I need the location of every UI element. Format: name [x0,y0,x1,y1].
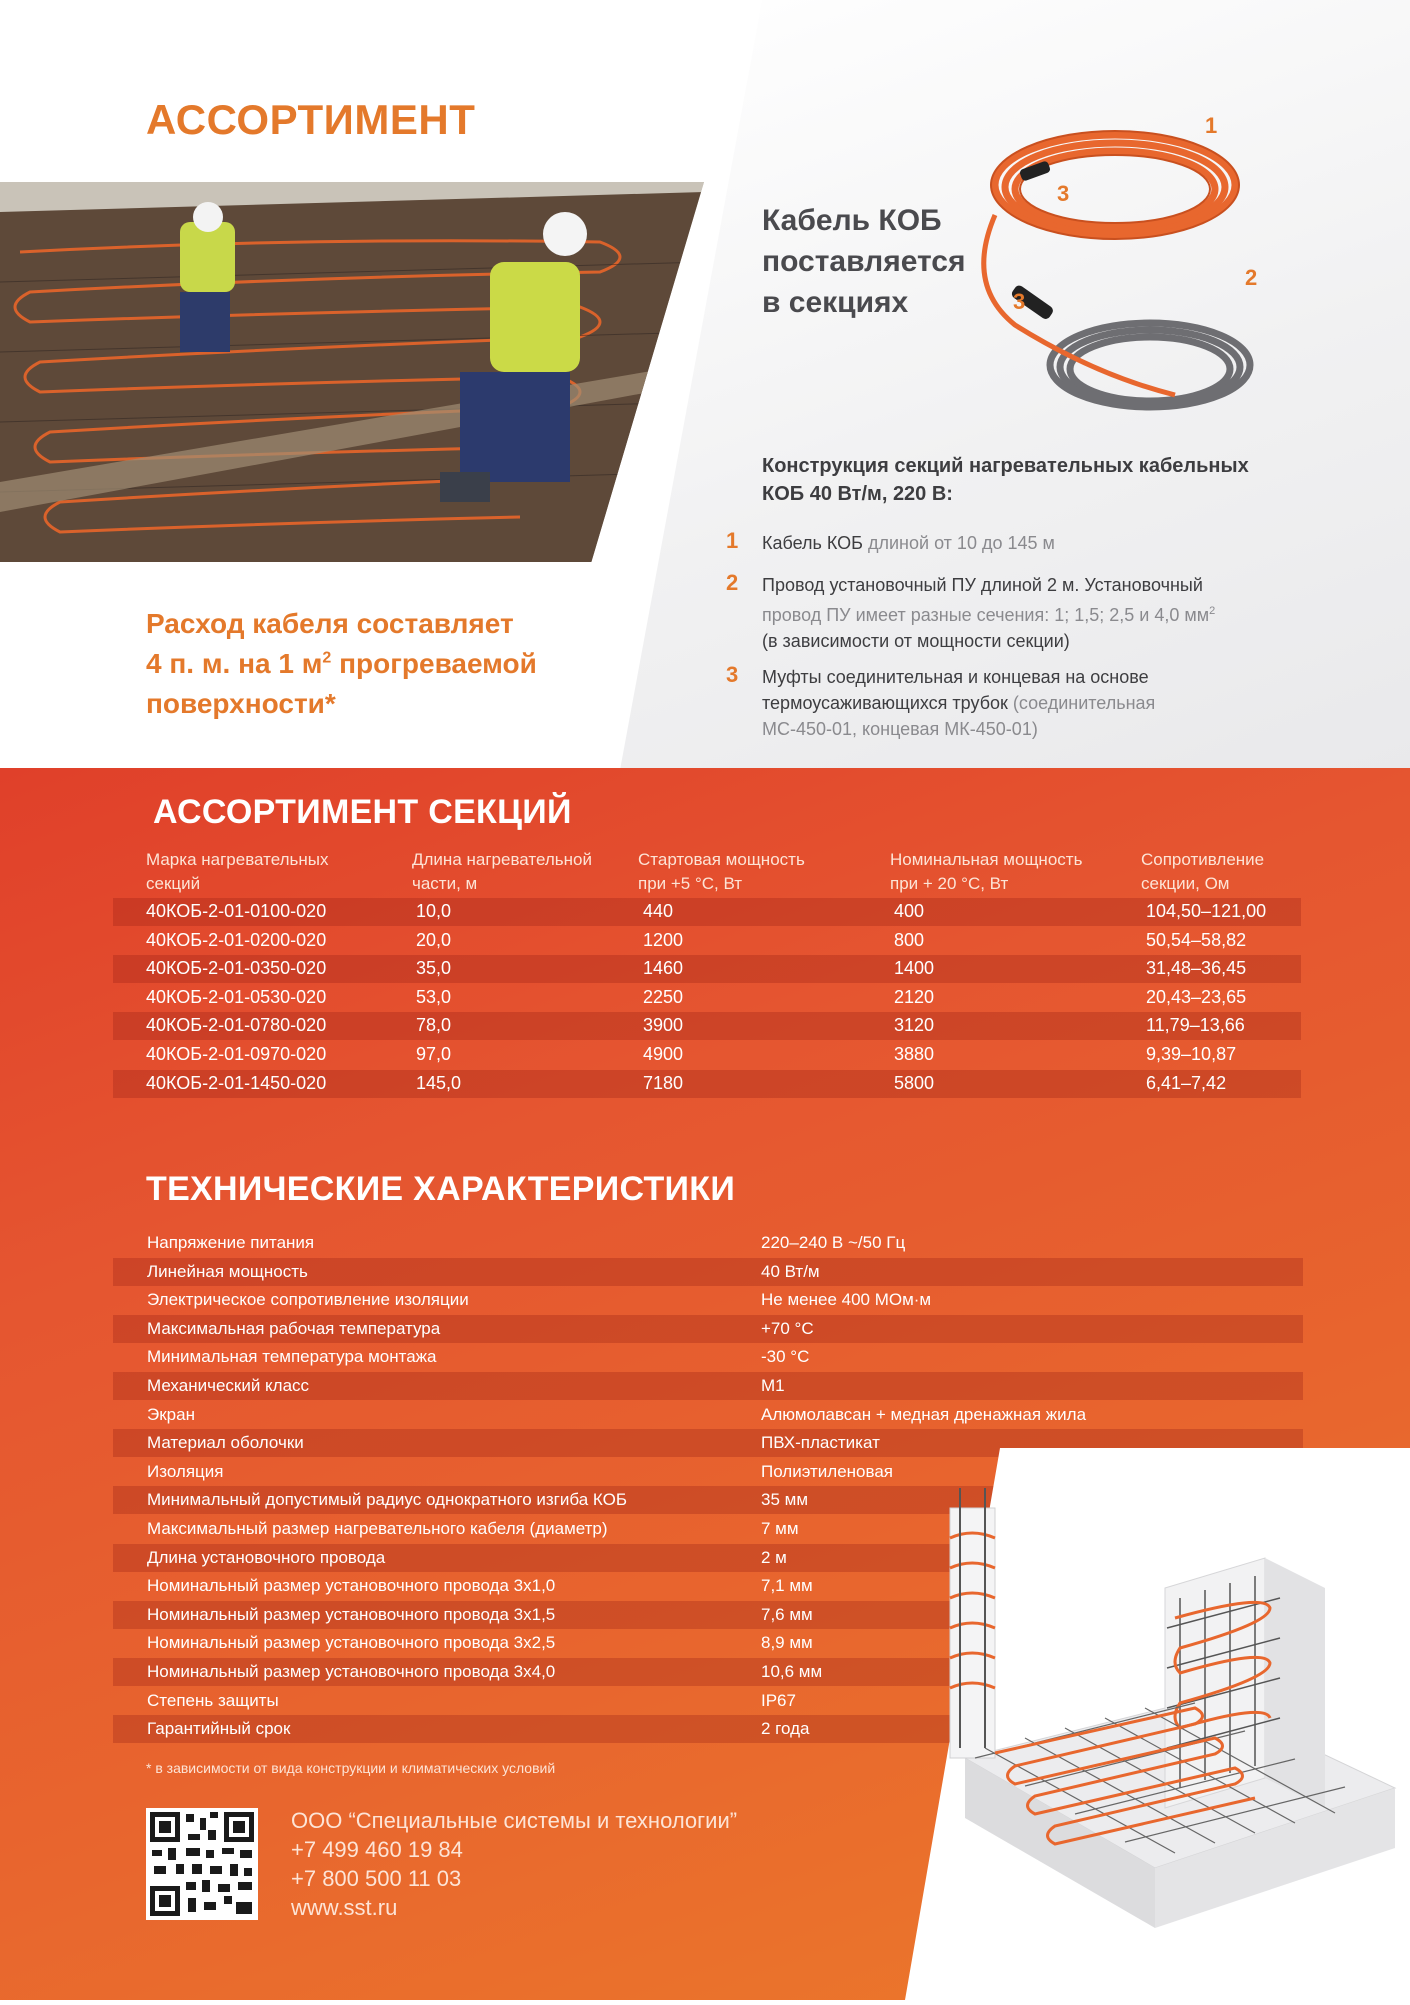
contacts-block [291,1806,737,1922]
item-line: Провод установочный ПУ длиной 2 м. Установочный [762,575,1203,595]
spec-value: IP67 [761,1690,796,1710]
construction-title-line-1: Конструкция секций нагревательных кабельных [762,455,1249,477]
spec-row [113,1258,1303,1286]
table-cell: 9,39–10,87 [1146,1044,1237,1064]
spec-row [113,1372,1303,1400]
spec-name: Номинальный размер установочного провода 3х4,0 [147,1662,556,1681]
table-header-brand [146,848,329,896]
spec-row [113,1286,1303,1314]
specs-title: ТЕХНИЧЕСКИЕ ХАРАКТЕРИСТИКИ [146,1170,736,1208]
spec-row [113,1315,1303,1343]
spec-value: 7,6 мм [761,1604,813,1624]
spec-name: Максимальный размер нагревательного кабеля (диаметр) [147,1519,608,1538]
item-detail-text: длиной от 10 до 145 м [863,533,1055,553]
construction-title [762,452,1322,508]
table-cell: 800 [894,929,925,950]
spec-row [113,1401,1303,1429]
header-text: Длина нагревательной [412,850,592,869]
item-line: МС-450-01, концевая МК-450-01) [762,719,1038,739]
table-cell: 1460 [643,958,684,979]
sections-table-title: АССОРТИМЕНТ СЕКЦИЙ [153,793,572,831]
consumption-line-2b: прогреваемой [331,648,537,679]
cable-consumption-note [146,604,616,724]
spec-value: 40 Вт/м [761,1261,820,1281]
table-row [113,927,1301,955]
construction-item-3 [726,664,1326,742]
spec-value: -30 °С [761,1347,810,1367]
table-row [113,898,1301,926]
spec-name: Гарантийный срок [147,1719,291,1739]
construction-item-1 [726,530,1326,556]
consumption-line-1: Расход кабеля составляет [146,608,514,639]
table-cell: 40КОБ-2-01-0100-020 [146,901,327,921]
consumption-line-3: поверхности* [146,688,336,719]
table-header-resistance [1141,848,1264,896]
cable-marker-2: 2 [1245,265,1258,290]
table-cell: 440 [643,901,674,921]
spec-name: Степень защиты [147,1690,279,1710]
cable-caption-line-1: Кабель КОБ [762,204,942,237]
company-name: ООО “Специальные системы и технологии” [291,1808,738,1833]
spec-value: 7 мм [761,1519,799,1538]
table-row [113,1070,1301,1098]
cable-caption-line-2: поставляется [762,245,966,278]
table-cell: 40КОБ-2-01-0200-020 [146,929,327,950]
table-header-nominal-power [890,848,1082,896]
page-title: АССОРТИМЕНТ [146,96,476,143]
table-cell: 35,0 [416,958,452,979]
header-text: Сопротивление [1141,850,1265,869]
spec-value: 10,6 мм [761,1662,823,1681]
consumption-sup: 2 [322,649,332,667]
table-cell: 11,79–13,66 [1146,1015,1245,1036]
spec-name: Линейная мощность [147,1261,308,1281]
table-cell: 2250 [643,986,684,1007]
spec-value: 2 м [761,1547,787,1567]
header-text: Номинальная мощность [890,850,1083,869]
table-cell: 1200 [643,929,684,950]
table-cell: 40КОБ-2-01-0780-020 [146,1015,327,1036]
header-text: при + 20 °С, Вт [890,874,1009,893]
phone-1[interactable]: +7 499 460 19 84 [291,1837,463,1862]
item-number: 2 [726,570,739,595]
table-cell: 40КОБ-2-01-0350-020 [146,958,327,979]
spec-name: Экран [147,1404,195,1424]
spec-name: Минимальный допустимый радиус однократного изгиба КОБ [147,1490,627,1510]
spec-row [113,1343,1303,1371]
header-text: Стартовая мощность [638,850,805,869]
table-cell: 400 [894,901,925,921]
header-text: части, м [412,874,478,893]
table-cell: 3880 [894,1044,935,1064]
spec-value: 220–240 В ~/50 Гц [761,1233,906,1252]
item-sup: 2 [1209,605,1216,617]
construction-title-line-2: КОБ 40 Вт/м, 220 В: [762,483,953,505]
item-bold-text: Кабель КОБ [762,533,863,553]
consumption-line-2a: 4 п. м. на 1 м [146,648,323,679]
table-cell: 3900 [643,1015,684,1036]
table-cell: 1400 [894,958,935,979]
table-header-start-power [638,848,805,896]
qr-code-icon [146,1808,258,1920]
workers-laying-cable-photo [0,182,704,562]
spec-name: Изоляция [147,1461,224,1481]
table-cell: 20,43–23,65 [1146,986,1247,1007]
spec-name: Механический класс [147,1376,310,1395]
consumption-line-2 [146,644,616,684]
table-cell: 2120 [894,986,935,1007]
header-text: секции, Ом [1141,874,1230,893]
spec-name: Напряжение питания [147,1233,315,1252]
table-cell: 10,0 [416,901,452,921]
table-cell: 104,50–121,00 [1146,901,1267,921]
spec-value: Алюмолавсан + медная дренажная жила [761,1404,1087,1424]
heating-cable-concrete-illustration [905,1448,1410,2000]
table-header-length [412,848,592,896]
spec-name: Электрическое сопротивление изоляции [147,1290,469,1310]
table-cell: 5800 [894,1072,935,1093]
spec-name: Номинальный размер установочного провода 3х1,5 [147,1604,556,1624]
item-line: Муфты соединительная и концевая на основе [762,667,1149,687]
table-cell: 145,0 [416,1072,462,1093]
cable-marker-3-connector: 3 [1057,181,1070,206]
table-cell: 4900 [643,1044,684,1064]
footnote: * в зависимости от вида конструкции и климатических условий [146,1760,556,1776]
table-cell: 40КОБ-2-01-1450-020 [146,1072,327,1093]
item-line-detail: (соединительная [1007,693,1156,713]
table-cell: 3120 [894,1015,935,1036]
header-text: при +5 °С, Вт [638,874,743,893]
item-line-bold: термоусаживающихся трубок [762,693,1008,713]
item-number: 1 [726,528,739,553]
spec-value: 35 мм [761,1490,809,1510]
item-line: (в зависимости от мощности секции) [762,631,1070,651]
spec-value: 8,9 мм [761,1633,813,1653]
spec-value: 2 года [761,1719,810,1739]
table-cell: 7180 [643,1072,684,1093]
header-text: Марка нагревательных [146,850,329,869]
spec-value: ПВХ-пластикат [761,1433,880,1453]
spec-name: Номинальный размер установочного провода 3х2,5 [147,1633,556,1653]
header-text: секций [146,874,201,893]
spec-name: Длина установочного провода [147,1547,386,1567]
table-row [113,1012,1301,1040]
cable-coil-image [975,113,1275,445]
construction-item-2 [726,572,1326,654]
table-cell: 50,54–58,82 [1146,929,1247,950]
spec-name: Минимальная температура монтажа [147,1347,437,1367]
spec-value: Не менее 400 МОм·м [761,1290,932,1310]
table-cell: 97,0 [416,1044,452,1064]
table-cell: 6,41–7,42 [1146,1072,1227,1093]
website-link[interactable]: www.sst.ru [291,1895,398,1920]
cable-marker-3-end: 3 [1013,289,1026,314]
cable-marker-1: 1 [1205,113,1218,138]
table-row [113,984,1301,1012]
table-cell: 31,48–36,45 [1146,958,1247,979]
table-cell: 40КОБ-2-01-0530-020 [146,986,327,1007]
table-row [113,955,1301,983]
cable-caption-line-3: в секциях [762,286,909,319]
spec-value: 7,1 мм [761,1576,813,1596]
spec-name: Материал оболочки [147,1433,304,1453]
table-cell: 53,0 [416,986,452,1007]
item-number: 3 [726,662,739,687]
table-cell: 78,0 [416,1015,452,1036]
spec-name: Максимальная рабочая температура [147,1318,441,1338]
item-line: провод ПУ имеет разные сечения: 1; 1,5; 2,5 и 4,0 мм [762,605,1210,625]
spec-value: +70 °С [761,1318,814,1338]
table-cell: 20,0 [416,929,452,950]
spec-name: Номинальный размер установочного провода 3х1,0 [147,1576,556,1596]
spec-row [113,1229,1303,1257]
spec-value: Полиэтиленовая [761,1461,894,1481]
table-cell: 40КОБ-2-01-0970-020 [146,1044,327,1064]
table-row [113,1041,1301,1069]
spec-value: М1 [761,1376,785,1395]
phone-2[interactable]: +7 800 500 11 03 [291,1866,462,1891]
